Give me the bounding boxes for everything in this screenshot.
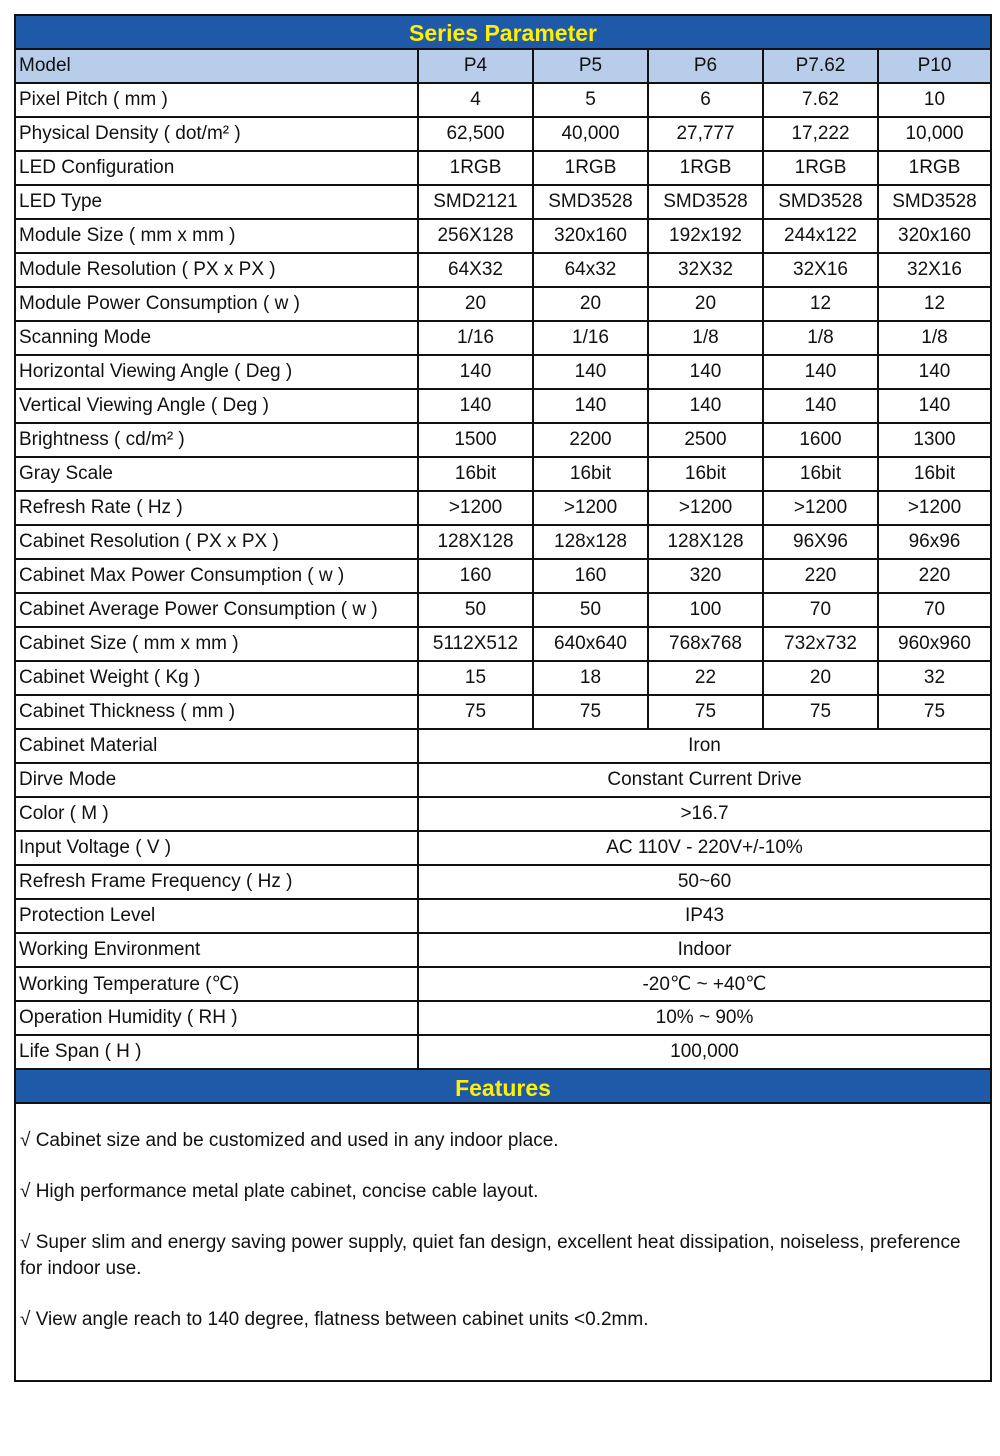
- value-cell: SMD3528: [763, 185, 878, 219]
- value-cell: 140: [878, 389, 990, 423]
- value-cell: 640x640: [533, 627, 648, 661]
- value-cell: 75: [418, 695, 533, 729]
- value-cell: 20: [763, 661, 878, 695]
- row-label: Module Size ( mm x mm ): [16, 219, 418, 253]
- value-cell: 768x768: [648, 627, 763, 661]
- value-cell: 20: [648, 287, 763, 321]
- value-cell: >1200: [763, 491, 878, 525]
- row-label: Brightness ( cd/m² ): [16, 423, 418, 457]
- shared-value-cell: IP43: [418, 899, 990, 933]
- row-label: Cabinet Thickness ( mm ): [16, 695, 418, 729]
- value-cell: 16bit: [763, 457, 878, 491]
- feature-item: √ View angle reach to 140 degree, flatness between cabinet units <0.2mm.: [20, 1309, 649, 1330]
- table-row: [16, 355, 990, 389]
- row-label: Vertical Viewing Angle ( Deg ): [16, 389, 418, 423]
- model-header-cell: P10: [878, 50, 990, 83]
- value-cell: 320: [648, 559, 763, 593]
- value-cell: 75: [533, 695, 648, 729]
- value-cell: 140: [648, 355, 763, 389]
- value-cell: 1RGB: [533, 151, 648, 185]
- value-cell: 1300: [878, 423, 990, 457]
- table-row: [16, 457, 990, 491]
- value-cell: 256X128: [418, 219, 533, 253]
- value-cell: 96X96: [763, 525, 878, 559]
- table-row: [16, 831, 990, 865]
- table-row: [16, 729, 990, 763]
- value-cell: 1/8: [878, 321, 990, 355]
- value-cell: 12: [763, 287, 878, 321]
- value-cell: 160: [533, 559, 648, 593]
- value-cell: 75: [878, 695, 990, 729]
- series-parameter-title: Series Parameter: [16, 16, 990, 50]
- table-row: [16, 491, 990, 525]
- value-cell: 6: [648, 83, 763, 117]
- value-cell: 20: [533, 287, 648, 321]
- shared-value-cell: 10% ~ 90%: [418, 1001, 990, 1035]
- value-cell: 320x160: [878, 219, 990, 253]
- value-cell: 64x32: [533, 253, 648, 287]
- value-cell: 320x160: [533, 219, 648, 253]
- row-label: Cabinet Size ( mm x mm ): [16, 627, 418, 661]
- value-cell: 75: [648, 695, 763, 729]
- value-cell: 7.62: [763, 83, 878, 117]
- shared-value-cell: 50~60: [418, 865, 990, 899]
- value-cell: 16bit: [648, 457, 763, 491]
- row-label: Model: [16, 50, 418, 83]
- value-cell: 40,000: [533, 117, 648, 151]
- features-list: [16, 1104, 990, 1380]
- table-row: [16, 865, 990, 899]
- row-label: Cabinet Weight ( Kg ): [16, 661, 418, 695]
- value-cell: 140: [763, 355, 878, 389]
- value-cell: 32: [878, 661, 990, 695]
- table-row: [16, 967, 990, 1001]
- value-cell: 2200: [533, 423, 648, 457]
- table-row: [16, 423, 990, 457]
- value-cell: 4: [418, 83, 533, 117]
- value-cell: 140: [533, 389, 648, 423]
- value-cell: 32X16: [878, 253, 990, 287]
- value-cell: 20: [418, 287, 533, 321]
- value-cell: 16bit: [878, 457, 990, 491]
- spec-sheet: [14, 14, 992, 1382]
- model-header-cell: P7.62: [763, 50, 878, 83]
- row-label: Working Environment: [16, 933, 418, 967]
- shared-value-cell: AC 110V - 220V+/-10%: [418, 831, 990, 865]
- table-row: [16, 593, 990, 627]
- value-cell: 128x128: [533, 525, 648, 559]
- table-row: [16, 933, 990, 967]
- shared-value-cell: 100,000: [418, 1035, 990, 1068]
- value-cell: 1RGB: [418, 151, 533, 185]
- value-cell: 1600: [763, 423, 878, 457]
- value-cell: 17,222: [763, 117, 878, 151]
- value-cell: 1RGB: [648, 151, 763, 185]
- row-label: Cabinet Max Power Consumption ( w ): [16, 559, 418, 593]
- value-cell: 100: [648, 593, 763, 627]
- value-cell: SMD3528: [878, 185, 990, 219]
- value-cell: >1200: [648, 491, 763, 525]
- shared-value-cell: Iron: [418, 729, 990, 763]
- value-cell: 128X128: [418, 525, 533, 559]
- value-cell: 1/16: [533, 321, 648, 355]
- row-label: Horizontal Viewing Angle ( Deg ): [16, 355, 418, 389]
- model-header-cell: P4: [418, 50, 533, 83]
- table-row: [16, 797, 990, 831]
- value-cell: 128X128: [648, 525, 763, 559]
- value-cell: 2500: [648, 423, 763, 457]
- row-label: Pixel Pitch ( mm ): [16, 83, 418, 117]
- value-cell: 22: [648, 661, 763, 695]
- table-row: [16, 525, 990, 559]
- value-cell: 64X32: [418, 253, 533, 287]
- value-cell: 1RGB: [878, 151, 990, 185]
- value-cell: SMD2121: [418, 185, 533, 219]
- value-cell: 140: [533, 355, 648, 389]
- table-row: [16, 83, 990, 117]
- value-cell: 140: [763, 389, 878, 423]
- value-cell: >1200: [418, 491, 533, 525]
- row-label: Refresh Frame Frequency ( Hz ): [16, 865, 418, 899]
- row-label: Life Span ( H ): [16, 1035, 418, 1068]
- value-cell: 10: [878, 83, 990, 117]
- value-cell: 960x960: [878, 627, 990, 661]
- value-cell: SMD3528: [533, 185, 648, 219]
- table-row: [16, 1035, 990, 1068]
- value-cell: 244x122: [763, 219, 878, 253]
- table-row: [16, 287, 990, 321]
- shared-value-cell: -20℃ ~ +40℃: [418, 967, 990, 1001]
- features-title: Features: [16, 1068, 990, 1104]
- value-cell: 732x732: [763, 627, 878, 661]
- table-row: [16, 899, 990, 933]
- value-cell: 10,000: [878, 117, 990, 151]
- row-label: Module Resolution ( PX x PX ): [16, 253, 418, 287]
- row-label: Operation Humidity ( RH ): [16, 1001, 418, 1035]
- feature-item: √ High performance metal plate cabinet, concise cable layout.: [20, 1181, 539, 1202]
- value-cell: 160: [418, 559, 533, 593]
- value-cell: 140: [648, 389, 763, 423]
- table-row: [16, 1001, 990, 1035]
- row-label: Protection Level: [16, 899, 418, 933]
- value-cell: 5: [533, 83, 648, 117]
- table-row: [16, 763, 990, 797]
- value-cell: 140: [418, 355, 533, 389]
- shared-value-cell: Constant Current Drive: [418, 763, 990, 797]
- table-row: [16, 321, 990, 355]
- parameter-table: [16, 50, 990, 1068]
- table-row: [16, 559, 990, 593]
- row-label: Physical Density ( dot/m² ): [16, 117, 418, 151]
- table-row: [16, 185, 990, 219]
- table-row: [16, 117, 990, 151]
- value-cell: 1500: [418, 423, 533, 457]
- model-header-cell: P5: [533, 50, 648, 83]
- value-cell: 1RGB: [763, 151, 878, 185]
- value-cell: 16bit: [533, 457, 648, 491]
- value-cell: 32X32: [648, 253, 763, 287]
- value-cell: 75: [763, 695, 878, 729]
- value-cell: 32X16: [763, 253, 878, 287]
- value-cell: 50: [533, 593, 648, 627]
- value-cell: 50: [418, 593, 533, 627]
- value-cell: 140: [878, 355, 990, 389]
- value-cell: 70: [878, 593, 990, 627]
- value-cell: 192x192: [648, 219, 763, 253]
- value-cell: 62,500: [418, 117, 533, 151]
- value-cell: 1/8: [648, 321, 763, 355]
- row-label: Refresh Rate ( Hz ): [16, 491, 418, 525]
- shared-value-cell: Indoor: [418, 933, 990, 967]
- value-cell: 16bit: [418, 457, 533, 491]
- value-cell: 96x96: [878, 525, 990, 559]
- value-cell: SMD3528: [648, 185, 763, 219]
- table-row: [16, 695, 990, 729]
- value-cell: >1200: [878, 491, 990, 525]
- value-cell: 5112X512: [418, 627, 533, 661]
- row-label: LED Type: [16, 185, 418, 219]
- row-label: Dirve Mode: [16, 763, 418, 797]
- feature-item: √ Super slim and energy saving power supply, quiet fan design, excellent heat dissipation, noiseless, preference for indoor use.: [20, 1232, 961, 1279]
- value-cell: 12: [878, 287, 990, 321]
- parameter-table-body: [16, 50, 990, 1068]
- table-row: [16, 389, 990, 423]
- row-label: Color ( M ): [16, 797, 418, 831]
- value-cell: 15: [418, 661, 533, 695]
- value-cell: 220: [763, 559, 878, 593]
- shared-value-cell: >16.7: [418, 797, 990, 831]
- row-label: Scanning Mode: [16, 321, 418, 355]
- row-label: Cabinet Resolution ( PX x PX ): [16, 525, 418, 559]
- table-row: [16, 627, 990, 661]
- value-cell: >1200: [533, 491, 648, 525]
- value-cell: 140: [418, 389, 533, 423]
- table-header-row: [16, 50, 990, 83]
- value-cell: 1/16: [418, 321, 533, 355]
- value-cell: 70: [763, 593, 878, 627]
- row-label: Module Power Consumption ( w ): [16, 287, 418, 321]
- table-row: [16, 253, 990, 287]
- row-label: Input Voltage ( V ): [16, 831, 418, 865]
- feature-item: √ Cabinet size and be customized and used in any indoor place.: [20, 1130, 559, 1151]
- value-cell: 1/8: [763, 321, 878, 355]
- row-label: Gray Scale: [16, 457, 418, 491]
- table-row: [16, 219, 990, 253]
- value-cell: 220: [878, 559, 990, 593]
- row-label: LED Configuration: [16, 151, 418, 185]
- table-row: [16, 661, 990, 695]
- table-row: [16, 151, 990, 185]
- row-label: Working Temperature (℃): [16, 967, 418, 1001]
- row-label: Cabinet Average Power Consumption ( w ): [16, 593, 418, 627]
- row-label: Cabinet Material: [16, 729, 418, 763]
- value-cell: 18: [533, 661, 648, 695]
- value-cell: 27,777: [648, 117, 763, 151]
- model-header-cell: P6: [648, 50, 763, 83]
